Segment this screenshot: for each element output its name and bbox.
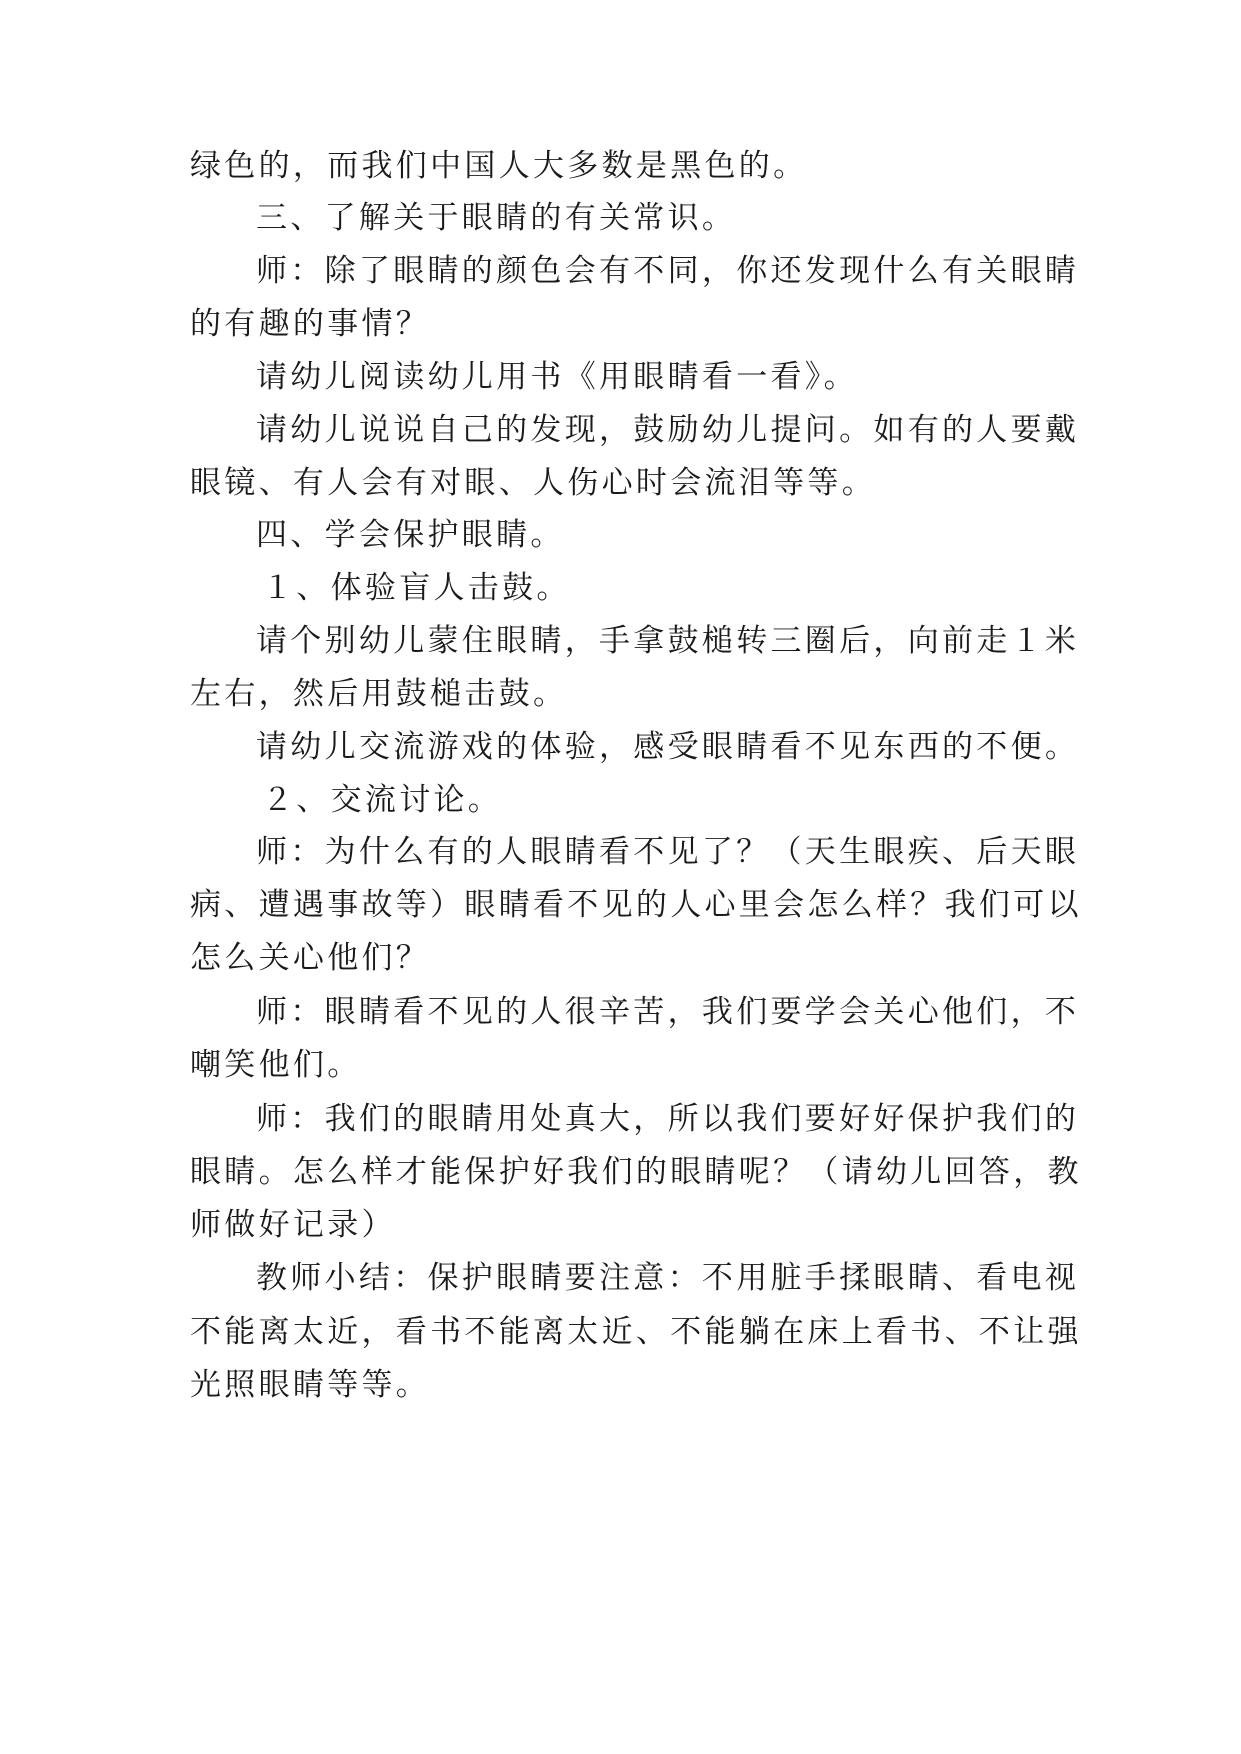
- paragraph-line: 师：我们的眼睛用处真大，所以我们要好好保护我们的: [256, 1101, 1080, 1137]
- paragraph-line: 请幼儿说说自己的发现，鼓励幼儿提问。如有的人要戴: [256, 412, 1080, 448]
- paragraph-line: 请幼儿阅读幼儿用书《用眼睛看一看》。: [256, 359, 858, 395]
- summary-line: 不能离太近，看书不能离太近、不能躺在床上看书、不让强: [190, 1314, 1082, 1350]
- paragraph-line: 眼睛。怎么样才能保护好我们的眼睛呢？（请幼儿回答，教: [190, 1154, 1082, 1190]
- paragraph-line: 师：除了眼睛的颜色会有不同，你还发现什么有关眼睛: [256, 253, 1080, 289]
- subsection-heading: ２、交流讨论。: [262, 782, 503, 818]
- paragraph-line: 师做好记录）: [190, 1207, 396, 1243]
- paragraph-line: 请个别幼儿蒙住眼睛，手拿鼓槌转三圈后，向前走１米: [256, 623, 1080, 659]
- paragraph-line: 的有趣的事情？: [190, 306, 431, 342]
- summary-line: 光照眼睛等等。: [190, 1367, 431, 1403]
- subsection-heading: １、体验盲人击鼓。: [262, 570, 571, 606]
- section-heading: 四、学会保护眼睛。: [256, 517, 565, 553]
- paragraph-line: 病、遭遇事故等）眼睛看不见的人心里会怎么样？我们可以: [190, 887, 1082, 923]
- paragraph-line: 怎么关心他们？: [190, 940, 431, 976]
- paragraph-line: 嘲笑他们。: [190, 1047, 362, 1083]
- paragraph-line: 左右，然后用鼓槌击鼓。: [190, 676, 568, 712]
- section-heading: 三、了解关于眼睛的有关常识。: [256, 200, 737, 236]
- paragraph-line: 绿色的，而我们中国人大多数是黑色的。: [190, 148, 808, 184]
- paragraph-line: 眼镜、有人会有对眼、人伤心时会流泪等等。: [190, 465, 876, 501]
- summary-line: 教师小结：保护眼睛要注意：不用脏手揉眼睛、看电视: [256, 1260, 1080, 1296]
- paragraph-line: 师：眼睛看不见的人很辛苦，我们要学会关心他们，不: [256, 994, 1080, 1030]
- paragraph-line: 师：为什么有的人眼睛看不见了？（天生眼疾、后天眼: [256, 834, 1080, 870]
- paragraph-line: 请幼儿交流游戏的体验，感受眼睛看不见东西的不便。: [256, 729, 1080, 765]
